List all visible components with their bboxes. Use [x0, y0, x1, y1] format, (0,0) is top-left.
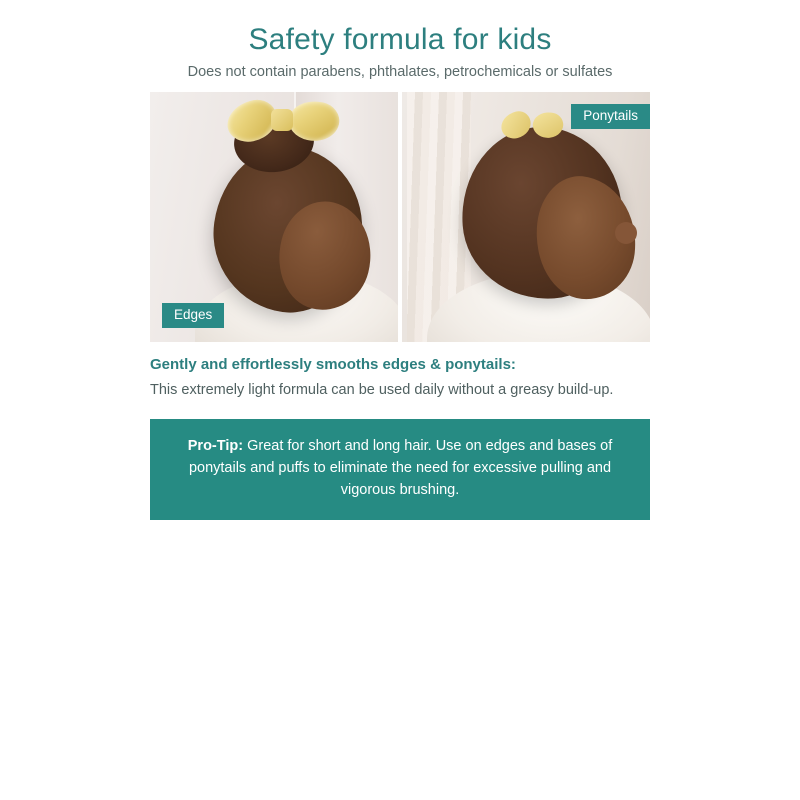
- pro-tip-label: Pro-Tip:: [187, 437, 244, 454]
- photo-tag-ponytails: Ponytails: [571, 104, 650, 129]
- photo-tag-edges: Edges: [162, 303, 224, 328]
- benefit-headline: Gently and effortlessly smooths edges & ponytails:: [150, 356, 516, 373]
- benefit-description: This extremely light formula can be used daily without a greasy build-up.: [150, 382, 614, 399]
- page-subtitle: Does not contain parabens, phthalates, petrochemicals or sulfates: [187, 64, 613, 80]
- gold-bow-icon: [501, 112, 563, 140]
- photo-ponytails: [398, 92, 650, 342]
- gold-bow-icon: [227, 97, 339, 143]
- page-title: Safety formula for kids: [248, 23, 552, 56]
- pro-tip-callout: [150, 419, 650, 520]
- pro-tip-text: Great for short and long hair. Use on edges and bases of ponytails and puffs to eliminate the need for excessive pulling and vigorous brushing.: [188, 437, 613, 499]
- photo-edges: [150, 92, 398, 342]
- content-column: [150, 0, 650, 520]
- photo-pair: [150, 92, 650, 342]
